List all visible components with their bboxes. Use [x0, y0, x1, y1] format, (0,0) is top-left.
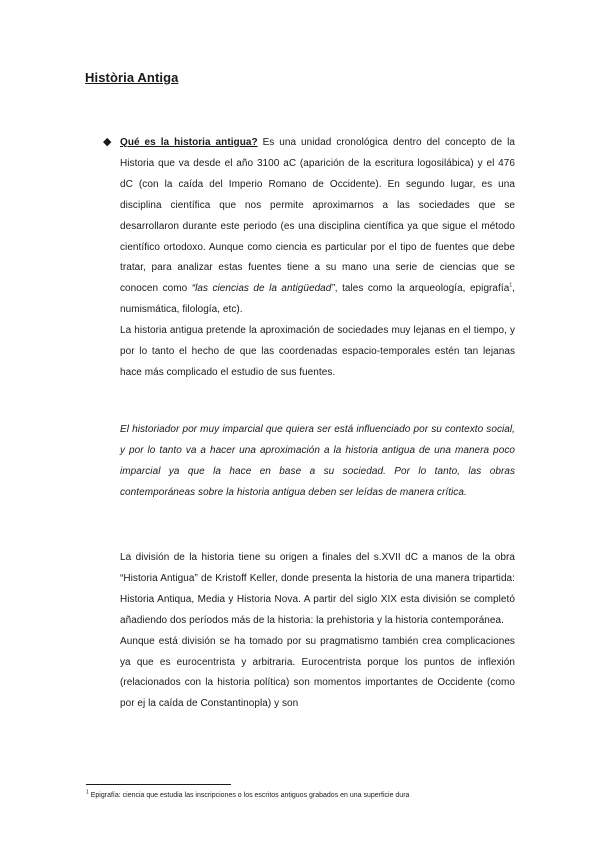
footnote-number: 1 — [86, 789, 89, 796]
paragraph-historian-bias: El historiador por muy imparcial que quiera ser está influenciado por su contexto social, y por lo tanto va a hacer una aproximación a la historia antigua de una manera poco imparcial ya que la hace en base a su sociedad. Por lo tanto, las obras contemporáneas sobre la historia antigua deben ser leídas de manera crítica. — [120, 424, 515, 498]
question-heading: Qué es la historia antigua? — [120, 137, 258, 148]
page-title: Història Antiga — [85, 70, 179, 85]
division-section — [120, 548, 515, 715]
footnote-reference: 1 — [509, 283, 513, 290]
definition-text-cont: , tales como la arqueología, epigrafía — [334, 283, 510, 295]
bullet-diamond-icon: ◆ — [103, 136, 112, 148]
definition-text-end: , numismática, filología, etc). — [120, 283, 515, 316]
definition-text: Es una unidad cronológica dentro del concepto de la Historia que va desde el año 3100 aC (aparición de la escritura logosilábica) y el 476 dC (con la caída del Imperio Romano de Occidente). En segundo lugar, es una disciplina científica que nos permite aproximarnos a las sociedades que se desarrollaron durante este periodo (es una disciplina científica ya que sigue el método científico ortodoxo. Aunque como ciencia es particular por el tipo de fuentes que debe tratar, para analizar estas fuentes tiene a su mano una serie de ciencias que se conocen como — [120, 137, 515, 295]
footnote-divider — [86, 784, 231, 785]
paragraph-division-origin: La división de la historia tiene su origen a finales del s.XVII dC a manos de la obra “Historia Antigua” de Kristoff Keller, donde presenta la historia de una manera tripartida: Historia Antiqua, Media y Historia Nova. A partir del siglo XIX esta división se completó añadiendo dos períodos más de la historia: la prehistoria y la historia contemporánea. — [120, 552, 515, 626]
paragraph-definition — [120, 133, 515, 321]
sciences-quote: “las ciencias de la antigüedad” — [191, 283, 335, 295]
footnote-text: Epigrafía: ciencia que estudia las inscripciones o los escritos antiguos grabados en una superficie dura — [88, 792, 410, 799]
paragraph-approach: La historia antigua pretende la aproximación de sociedades muy lejanas en el tiempo, y por lo tanto el hecho de que las coordenadas espacio-temporales estén tan lejanas hace más complicado el estudio de sus fuentes. — [120, 325, 515, 378]
paragraph-eurocentrism: Aunque está división se ha tomado por su pragmatismo también crea complicaciones ya que es eurocentrista y arbitraria. Eurocentrista porque los puntos de inflexión (relacionados con la historia política) son momentos importantes de Occidente (como por ej la caída de Constantinopla) y son — [120, 635, 515, 710]
footnote — [86, 791, 526, 801]
intro-section — [120, 133, 515, 384]
